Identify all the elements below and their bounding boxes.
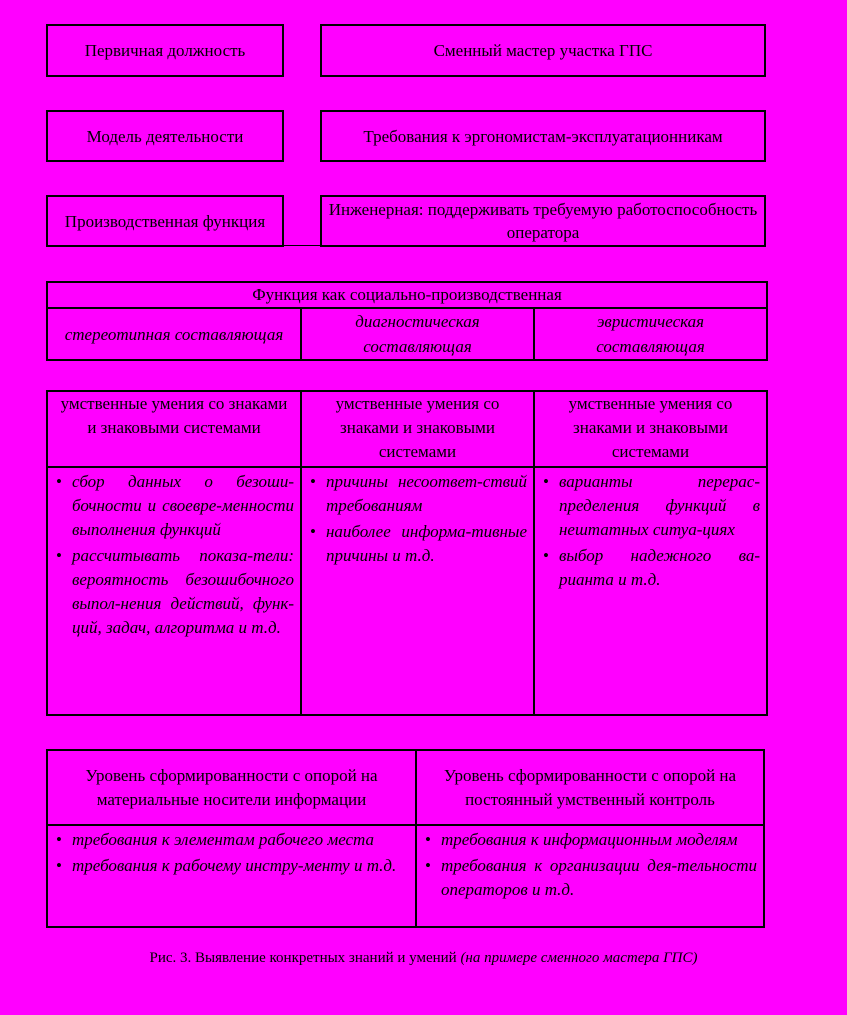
level-mental-column — [416, 825, 764, 927]
list-item: • требования к рабочему инстру-менту и т.д. — [72, 854, 409, 878]
figure-caption — [0, 950, 847, 967]
skills-header: умственные умения со знаками и знаковыми системами — [534, 391, 767, 467]
skills-table-header-row — [47, 391, 767, 467]
levels-table-body-row — [47, 825, 764, 927]
skills-column-heuristic — [534, 467, 767, 715]
function-table-header-row — [47, 282, 767, 308]
activity-model-value: Требования к эргономистам-эксплуатационникам — [320, 110, 766, 162]
list-item: • требования к организации дея-тельности операторов и т.д. — [441, 854, 757, 902]
skills-table-body-row — [47, 467, 767, 715]
list-item: • причины несоответ-ствий требованиям — [326, 470, 527, 518]
function-table-header: Функция как социально-производственная — [47, 282, 767, 308]
list-item: • сбор данных о безоши-бочности и своевре-менности выполнения функций — [72, 470, 294, 542]
caption-note: (на примере сменного мастера ГПС) — [460, 950, 698, 966]
heuristic-component: эвристическая составляющая — [534, 308, 767, 360]
skills-table — [46, 390, 768, 716]
connector-line — [284, 245, 320, 246]
level-material-column — [47, 825, 416, 927]
skills-column-diagnostic — [301, 467, 534, 715]
level-material-header: Уровень сформированности с опорой на материальные носители информации — [47, 750, 416, 825]
list-item: • требования к элементам рабочего места — [72, 828, 409, 852]
list-item: • выбор надежного ва-рианта и т.д. — [559, 544, 760, 592]
primary-position-value: Сменный мастер участка ГПС — [320, 24, 766, 77]
levels-table — [46, 749, 765, 928]
primary-position-label: Первичная должность — [46, 24, 284, 77]
level-mental-header: Уровень сформированности с опорой на постоянный умственный контроль — [416, 750, 764, 825]
skills-column-stereotype — [47, 467, 301, 715]
function-table — [46, 281, 768, 361]
levels-table-header-row — [47, 750, 764, 825]
activity-model-label: Модель деятельности — [46, 110, 284, 162]
production-function-label: Производственная функция — [46, 195, 284, 247]
skills-header: умственные умения со знаками и знаковыми системами — [301, 391, 534, 467]
skills-header: умственные умения со знаками и знаковыми системами — [47, 391, 301, 467]
caption-main: Рис. 3. Выявление конкретных знаний и умений — [149, 950, 457, 966]
production-function-value: Инженерная: поддерживать требуемую работоспособность оператора — [320, 195, 766, 247]
stereotype-component: стереотипная составляющая — [47, 308, 301, 360]
list-item: • рассчитывать показа-тели: вероятность безошибочного выпол-нения действий, функ-ций, задач, алгоритма и т.д. — [72, 544, 294, 640]
list-item: • наиболее информа-тивные причины и т.д. — [326, 520, 527, 568]
list-item: • требования к информационным моделям — [441, 828, 757, 852]
list-item: • варианты перерас-пределения функций в нештатных ситуа-циях — [559, 470, 760, 542]
function-table-columns-row — [47, 308, 767, 360]
diagnostic-component: диагностическая составляющая — [301, 308, 534, 360]
